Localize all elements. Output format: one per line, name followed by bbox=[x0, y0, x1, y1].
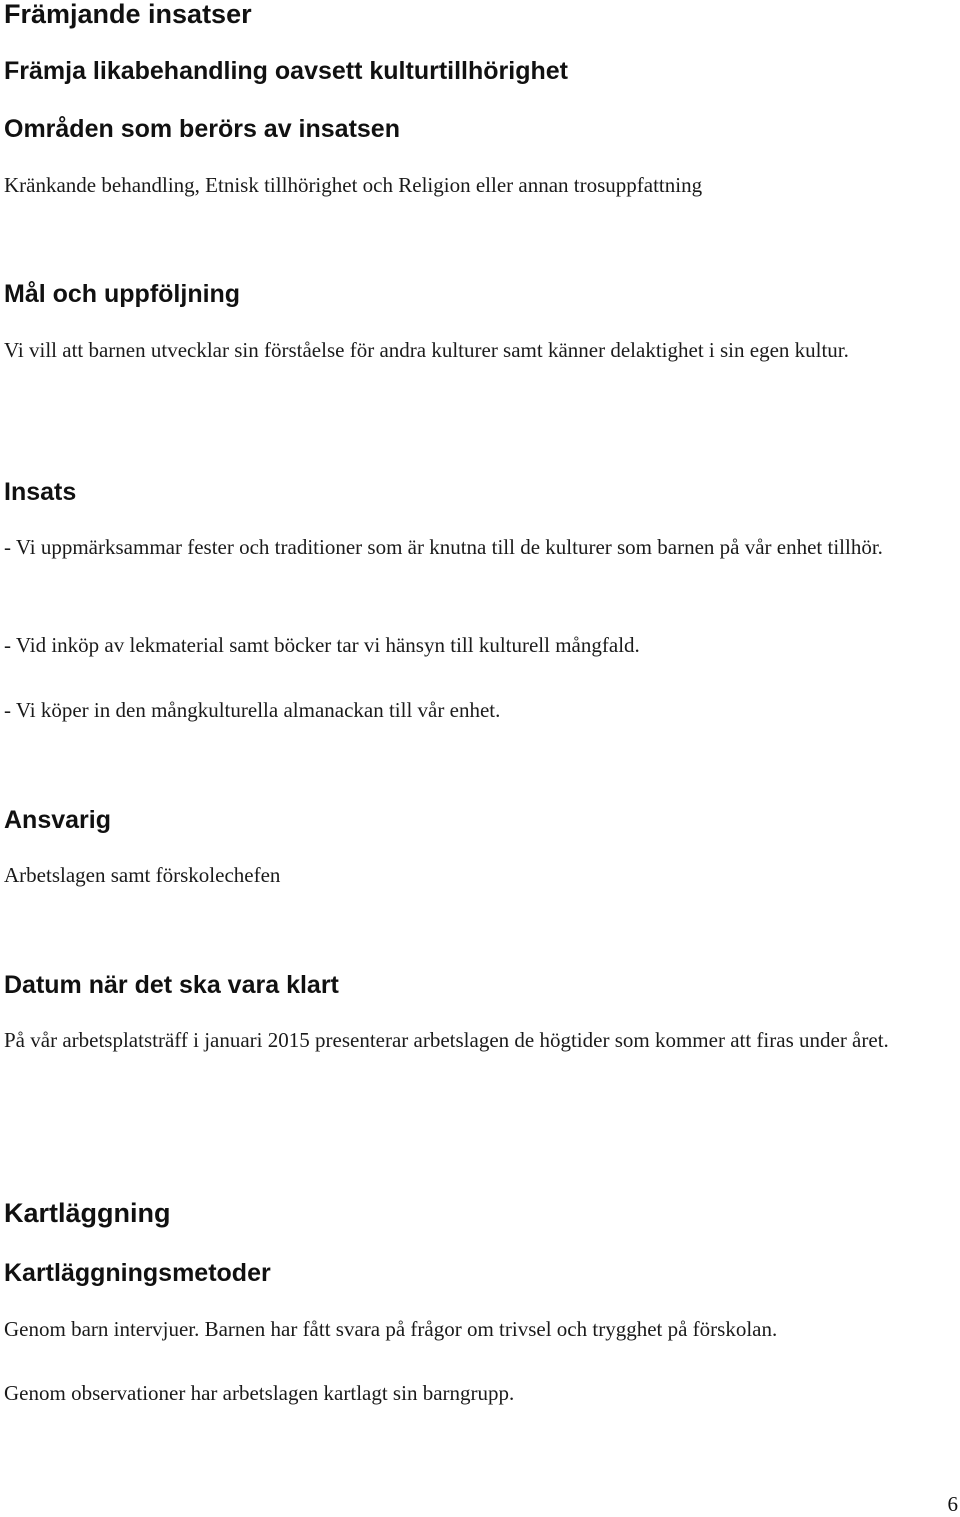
responsible-text: Arbetslagen samt förskolechefen bbox=[4, 863, 281, 887]
page-title: Främjande insatser bbox=[4, 0, 252, 29]
date-heading: Datum när det ska vara klart bbox=[4, 971, 339, 999]
insats-item-1: - Vi uppmärksammar fester och traditioner som är knutna till de kulturer som barnen på vår enhet tillhör. bbox=[4, 535, 883, 559]
insats-item-3: - Vi köper in den mångkulturella almanackan till vår enhet. bbox=[4, 698, 501, 722]
date-text: På vår arbetsplatsträff i januari 2015 presenterar arbetslagen de högtider som kommer att firas under året. bbox=[4, 1028, 889, 1052]
methods-item-1: Genom barn intervjuer. Barnen har fått svara på frågor om trivsel och trygghet på förskolan. bbox=[4, 1317, 778, 1341]
areas-text: Kränkande behandling, Etnisk tillhörighet och Religion eller annan trosuppfattning bbox=[4, 173, 703, 197]
mapping-heading: Kartläggning bbox=[4, 1198, 171, 1228]
responsible-heading: Ansvarig bbox=[4, 806, 111, 834]
areas-heading: Områden som berörs av insatsen bbox=[4, 115, 400, 143]
goals-text: Vi vill att barnen utvecklar sin förståelse för andra kulturer samt känner delaktighet i sin egen kultur. bbox=[4, 338, 849, 362]
insats-heading: Insats bbox=[4, 478, 77, 506]
goals-heading: Mål och uppföljning bbox=[4, 280, 241, 308]
methods-item-2: Genom observationer har arbetslagen kartlagt sin barngrupp. bbox=[4, 1381, 515, 1405]
section-subtitle: Främja likabehandling oavsett kulturtillhörighet bbox=[4, 57, 568, 85]
methods-heading: Kartläggningsmetoder bbox=[4, 1259, 271, 1287]
page-number: 6 bbox=[947, 1492, 958, 1516]
insats-item-2: - Vid inköp av lekmaterial samt böcker tar vi hänsyn till kulturell mångfald. bbox=[4, 633, 640, 657]
